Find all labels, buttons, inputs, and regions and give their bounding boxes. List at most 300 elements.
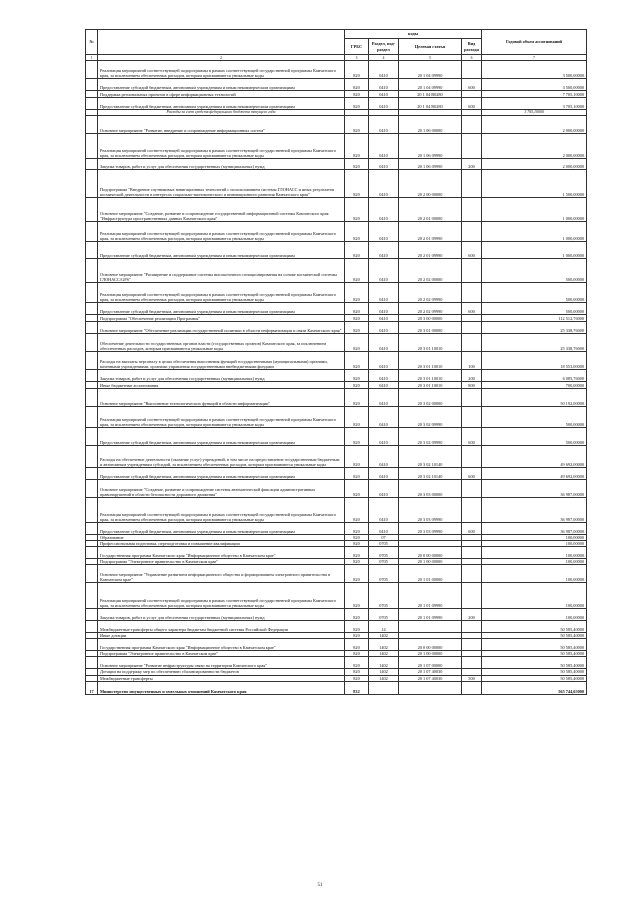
row-csr: 20 3 03 09990 [399,523,462,535]
row-grbs: 820 [345,334,369,352]
row-name: Предоставление субсидий бюджетным, автономным учреждениям и иным некоммерческим организациям [98,523,345,535]
row-vr [462,639,482,651]
table-row [86,657,587,669]
row-grbs: 820 [345,159,369,170]
row-grbs: 820 [345,541,369,547]
row-razdel: 0410 [369,61,399,79]
row-grbs: 820 [345,283,369,303]
row-csr: 20 3 02 10140 [399,446,462,468]
row-amount: 2 000,00000 [482,134,587,159]
table-row [86,170,587,198]
row-number [86,98,98,110]
row-grbs: 820 [345,583,369,609]
row-vr [462,283,482,303]
row-amount: 25 338,76000 [482,334,587,352]
row-vr: 200 [462,609,482,621]
row-amount: 50 585,40000 [482,633,587,639]
row-name: Межбюджетные трансферты [98,675,345,681]
row-vr: 100 [462,352,482,370]
row-grbs: 820 [345,480,369,498]
table-row [86,621,587,633]
table-row [86,259,587,283]
row-grbs: 820 [345,222,369,242]
row-csr: 20 2 01 09990 [399,242,462,259]
table-row [86,198,587,222]
row-razdel: 1402 [369,651,399,657]
row-vr: 800 [462,382,482,389]
row-razdel: 0410 [369,303,399,315]
row-grbs: 820 [345,565,369,583]
row-grbs: 820 [345,170,369,198]
row-name: Поддержка региональных проектов в сфере информационных технологий [98,91,345,98]
row-name: Основное мероприятие "Выполнение технологических функций в области информатизации" [98,389,345,407]
row-csr: 20 2 02 09990 [399,303,462,315]
row-amount: 1 000,00000 [482,198,587,222]
row-grbs: 820 [345,498,369,523]
row-razdel: 0705 [369,565,399,583]
row-name: Реализация мероприятий соответствующей подпрограммы в рамках соответствующей государственной программы Камчатского края, за исключением обеспеченных расходов, которым присваиваются уникальные коды [98,498,345,523]
row-vr [462,91,482,98]
header-grbs: ГРБС [345,39,369,55]
table-row [86,428,587,446]
row-razdel: 0410 [369,523,399,535]
table-row [86,407,587,428]
row-razdel: 0410 [369,315,399,322]
row-vr [462,222,482,242]
row-name: Основное мероприятие "Расширение и поддержание системы высокоточного позиционирования на основе космической системы ГЛОНАСС/GPS" [98,259,345,283]
row-name: Основное мероприятие "Развитие инфраструктуры связи на территории Камчатского края" [98,657,345,669]
row-vr [462,657,482,669]
row-grbs: 820 [345,303,369,315]
row-name: Расходы за счет средств федерального бюджета текущего года [98,110,345,116]
row-name: Подпрограмма "Внедрение спутниковых навигационных технологий с использованием системы ГЛОНАСС и иных результатов космической деятельности в интересах социально-экономического и инновационного развития Камчатского края" [98,170,345,198]
row-name: Расходы на обеспечение деятельности (оказание услуг) учреждений, в том числе на предоставление государственным бюджетным и автономным учреждениям субсидий, за исключением обеспеченных расходов, которым присваиваются уникальные коды [98,446,345,468]
col-number-5: 5 [399,55,462,61]
col-number-4: 4 [369,55,399,61]
row-razdel: 0410 [369,259,399,283]
row-grbs: 820 [345,389,369,407]
row-grbs: 820 [345,134,369,159]
row-grbs: 820 [345,675,369,681]
row-grbs: 820 [345,633,369,639]
row-name: Закупка товаров, работ и услуг для обеспечения государственных (муниципальных) нужд [98,370,345,382]
row-csr: 20 3 01 00000 [399,322,462,334]
table-row [86,283,587,303]
row-csr: 20 0 00 00000 [399,639,462,651]
col-number-3: 3 [345,55,369,61]
row-name: Предоставление субсидий бюджетным, автономным учреждениям и иным некоммерческим организациям [98,98,345,110]
row-grbs: 820 [345,523,369,535]
row-csr: 20 1 06 09990 [399,159,462,170]
row-name: Министерство имущественных и земельных отношений Камчатского края [98,681,345,694]
row-razdel: 0410 [369,389,399,407]
row-name: Профессиональная подготовка, переподготовка и повышение квалификации [98,541,345,547]
row-amount: 25 338,76000 [482,322,587,334]
row-vr: 200 [462,159,482,170]
row-number [86,283,98,303]
row-grbs: 820 [345,651,369,657]
row-name: Межбюджетные трансферты общего характера бюджетам бюджетной системы Российской Федерации [98,621,345,633]
table-row [86,523,587,535]
row-razdel: 1402 [369,639,399,651]
row-amount: 100,00000 [482,565,587,583]
row-number [86,315,98,322]
row-razdel: 0410 [369,159,399,170]
row-csr: 20 1 01 00000 [399,565,462,583]
row-razdel: 14 [369,621,399,633]
row-amount: 50 192,00000 [482,389,587,407]
table-row [86,242,587,259]
row-vr: 600 [462,98,482,110]
table-row [86,322,587,334]
row-csr: 20 0 00 00000 [399,547,462,559]
row-vr: 200 [462,370,482,382]
row-csr: 20 3 01 10010 [399,370,462,382]
row-razdel: 0410 [369,480,399,498]
row-amount: 112 512,76000 [482,315,587,322]
row-grbs: 820 [345,639,369,651]
row-number [86,480,98,498]
row-number [86,583,98,609]
row-razdel: 0410 [369,222,399,242]
row-grbs: 820 [345,116,369,134]
table-row [86,334,587,352]
row-amount: 500,00000 [482,259,587,283]
row-razdel: 0410 [369,116,399,134]
row-number [86,547,98,559]
row-number [86,61,98,79]
row-name: Закупка товаров, работ и услуг для обеспечения государственных (муниципальных) нужд [98,159,345,170]
row-csr: 20 1 04 R0280 [399,98,462,110]
row-amount: 3 500,00000 [482,61,587,79]
row-csr: 20 1 07 40030 [399,669,462,675]
row-amount: 2 000,00000 [482,159,587,170]
row-number [86,170,98,198]
col-number-1: 1 [86,55,98,61]
row-amount: 500,00000 [482,407,587,428]
row-name: Предоставление субсидий бюджетным, автономным учреждениям и иным некоммерческим организациям [98,468,345,480]
row-amount: 1 000,00000 [482,242,587,259]
table-row [86,583,587,609]
row-amount: 7 705,10000 [482,91,587,98]
row-grbs: 820 [345,407,369,428]
row-number [86,91,98,98]
row-razdel: 0410 [369,370,399,382]
header-razdel: Раздел, под-раздел [369,39,399,55]
row-name: Государственная программа Камчатского края "Информационное общество в Камчатском крае" [98,547,345,559]
table-row [86,116,587,134]
row-razdel: 0410 [369,91,399,98]
row-number [86,352,98,370]
row-csr: 20 1 00 00000 [399,651,462,657]
row-razdel: 0705 [369,559,399,565]
row-grbs: 820 [345,657,369,669]
row-razdel: 07 [369,535,399,541]
row-amount: 500,00000 [482,428,587,446]
row-amount: 100,00000 [482,535,587,541]
row-name: Основное мероприятие "Обеспечение реализации государственной политики в области информатизации и связи Камчатского края" [98,322,345,334]
row-vr [462,446,482,468]
row-name: Иные дотации [98,633,345,639]
row-vr [462,198,482,222]
col-number-6: 6 [462,55,482,61]
budget-document [85,29,586,695]
row-csr: 20 1 07 00000 [399,657,462,669]
row-vr: 600 [462,303,482,315]
row-name: Закупка товаров, работ и услуг для обеспечения государственных (муниципальных) нужд [98,609,345,621]
row-grbs: 820 [345,535,369,541]
row-number [86,242,98,259]
table-row [86,352,587,370]
row-name: Иные бюджетные ассигнования [98,382,345,389]
row-number [86,446,98,468]
row-number [86,79,98,91]
row-razdel: 0410 [369,407,399,428]
row-number [86,116,98,134]
row-amount: 3 705,10000 [482,110,587,116]
col-number-7: 7 [482,55,587,61]
row-amount: 6 085,76000 [482,370,587,382]
row-csr: 20 2 02 00000 [399,259,462,283]
row-name: Реализация мероприятий соответствующей подпрограммы в рамках соответствующей государственной программы Камчатского края, за исключением обеспеченных расходов, которым присваиваются уникальные коды [98,283,345,303]
row-number [86,134,98,159]
row-razdel: 0705 [369,609,399,621]
header-number: № [86,30,98,55]
row-amount: 49 692,00000 [482,468,587,480]
row-vr [462,583,482,609]
row-grbs: 820 [345,98,369,110]
row-amount: 100,00000 [482,547,587,559]
table-row [86,79,587,91]
table-row [86,382,587,389]
page-number: 51 [317,883,323,888]
row-name: Предоставление субсидий бюджетным, автономным учреждениям и иным некоммерческим организациям [98,79,345,91]
row-amount: 36 987,00000 [482,498,587,523]
row-razdel: 1402 [369,633,399,639]
row-csr: 20 1 04 09990 [399,61,462,79]
row-amount: 1 000,00000 [482,222,587,242]
row-csr: 20 1 01 09990 [399,609,462,621]
row-name: Подпрограмма "Электронное правительство в Камчатском крае" [98,651,345,657]
row-csr [399,621,462,633]
row-grbs: 820 [345,322,369,334]
row-csr: 20 2 02 09990 [399,283,462,303]
table-row [86,480,587,498]
row-name: Расходы на выплаты персоналу в целях обеспечения выполнения функций государственными (муниципальными) органами, казенными учреждениями, органами управления государственными внебюджетными фондами [98,352,345,370]
row-csr: 20 1 07 40030 [399,675,462,681]
row-razdel: 0705 [369,547,399,559]
row-amount: 500,00000 [482,283,587,303]
header-amount: Годовой объем ассигнований [482,30,587,55]
row-csr: 20 3 02 00000 [399,389,462,407]
row-number [86,198,98,222]
row-grbs: 820 [345,559,369,565]
table-row [86,565,587,583]
row-razdel: 1402 [369,675,399,681]
row-vr [462,681,482,694]
row-csr: 20 3 03 09990 [399,498,462,523]
row-csr: 20 1 04 09990 [399,79,462,91]
header-codes: коды [345,30,482,39]
row-vr [462,621,482,633]
row-vr [462,259,482,283]
row-grbs: 820 [345,198,369,222]
row-razdel: 0410 [369,170,399,198]
row-number [86,428,98,446]
row-amount: 50 585,40000 [482,675,587,681]
header-name [98,30,345,55]
table-row [86,98,587,110]
row-amount: 2 000,00000 [482,116,587,134]
row-csr: 20 2 01 00000 [399,198,462,222]
row-amount: 50 585,40000 [482,669,587,675]
row-grbs: 820 [345,382,369,389]
row-amount: 100,00000 [482,541,587,547]
row-grbs: 820 [345,446,369,468]
row-vr [462,170,482,198]
row-razdel: 0410 [369,79,399,91]
row-number [86,468,98,480]
row-name: Образование [98,535,345,541]
row-vr: 600 [462,79,482,91]
table-row [86,134,587,159]
row-amount: 500,00000 [482,303,587,315]
row-number [86,621,98,633]
row-vr [462,389,482,407]
row-vr: 500 [462,675,482,681]
row-vr: 600 [462,428,482,446]
row-number [86,565,98,583]
row-grbs: 820 [345,609,369,621]
row-csr: 20 2 01 09990 [399,222,462,242]
row-number [86,609,98,621]
row-amount: 100,00000 [482,583,587,609]
row-amount: 100,00000 [482,609,587,621]
row-grbs: 820 [345,669,369,675]
table-row [86,609,587,621]
table-row [86,303,587,315]
row-vr [462,334,482,352]
row-csr: 20 2 00 00000 [399,170,462,198]
row-amount: 700,00000 [482,382,587,389]
row-razdel: 0410 [369,382,399,389]
row-razdel: 0410 [369,352,399,370]
row-vr [462,315,482,322]
table-row [86,222,587,242]
row-name: Подпрограмма "Электронное правительство в Камчатском крае" [98,559,345,565]
table-row [86,91,587,98]
row-csr: 20 3 00 00000 [399,315,462,322]
row-amount: 49 692,00000 [482,446,587,468]
row-razdel: 0705 [369,541,399,547]
row-name: Подпрограмма "Обеспечение реализации Программы" [98,315,345,322]
row-csr: 20 3 02 09990 [399,428,462,446]
row-name: Реализация мероприятий соответствующей подпрограммы в рамках соответствующей государственной программы Камчатского края, за исключением обеспеченных расходов, которым присваиваются уникальные коды [98,407,345,428]
header-csr: Целевая статья [399,39,462,55]
table-row [86,468,587,480]
row-number [86,498,98,523]
table-row [86,159,587,170]
row-vr [462,134,482,159]
row-grbs: 820 [345,547,369,559]
row-csr: 20 1 00 00000 [399,559,462,565]
row-number: 17 [86,681,98,694]
row-razdel: 0410 [369,134,399,159]
row-number [86,523,98,535]
table-row [86,498,587,523]
row-number [86,159,98,170]
row-amount: 36 987,00000 [482,480,587,498]
row-grbs: 820 [345,428,369,446]
row-razdel: 0705 [369,583,399,609]
row-name: Предоставление субсидий бюджетным, автономным учреждениям и иным некоммерческим организациям [98,303,345,315]
col-number-2: 2 [98,55,345,61]
row-csr: 20 3 01 10010 [399,352,462,370]
row-amount: 18 553,00000 [482,352,587,370]
row-amount: 1 500,00000 [482,170,587,198]
row-csr: 20 3 03 00000 [399,480,462,498]
row-number [86,657,98,669]
row-razdel: 0410 [369,334,399,352]
row-csr [399,681,462,694]
row-grbs: 820 [345,352,369,370]
row-csr: 20 3 01 10010 [399,382,462,389]
row-grbs: 820 [345,315,369,322]
row-number [86,259,98,283]
header-vr: Вид расхода [462,39,482,55]
row-number [86,370,98,382]
row-number [86,222,98,242]
row-grbs: 820 [345,468,369,480]
row-amount: 50 585,40000 [482,657,587,669]
row-razdel: 0410 [369,283,399,303]
row-grbs: 820 [345,242,369,259]
table-row [86,370,587,382]
row-vr [462,116,482,134]
row-csr: 20 1 01 09990 [399,583,462,609]
row-vr [462,407,482,428]
row-name: Предоставление субсидий бюджетным, автономным учреждениям и иным некоммерческим организациям [98,242,345,259]
row-name: Обеспечение деятельности государственных органов власти (государственных органов) Камчатского края, за исключением обеспеченных расходов, которым присваиваются уникальные коды [98,334,345,352]
row-grbs: 820 [345,61,369,79]
row-name: Основное мероприятие "Развитие, внедрение и сопровождение информационных систем" [98,116,345,134]
row-grbs: 820 [345,79,369,91]
row-vr: 600 [462,468,482,480]
row-number [86,322,98,334]
row-vr [462,565,482,583]
table-row [86,547,587,559]
row-vr: 600 [462,242,482,259]
row-csr: 20 1 04 R0280 [399,91,462,98]
row-razdel: 0410 [369,446,399,468]
table-row [86,681,587,694]
row-razdel: 0410 [369,428,399,446]
table-row [86,446,587,468]
row-number [86,303,98,315]
row-razdel: 0410 [369,468,399,480]
row-vr [462,547,482,559]
row-csr: 20 3 02 10140 [399,468,462,480]
row-grbs: 832 [345,681,369,694]
row-number [86,639,98,651]
row-name: Основное мероприятие "Создание, развитие и сопровождение государственной информационной системы Камчатского края "Инфраструктура пространственных данных Камчатского края" [98,198,345,222]
row-number [86,334,98,352]
row-name: Предоставление субсидий бюджетным, автономным учреждениям и иным некоммерческим организациям [98,428,345,446]
table-body [86,61,587,695]
row-vr [462,61,482,79]
row-csr: 20 3 01 10010 [399,334,462,352]
row-razdel [369,681,399,694]
